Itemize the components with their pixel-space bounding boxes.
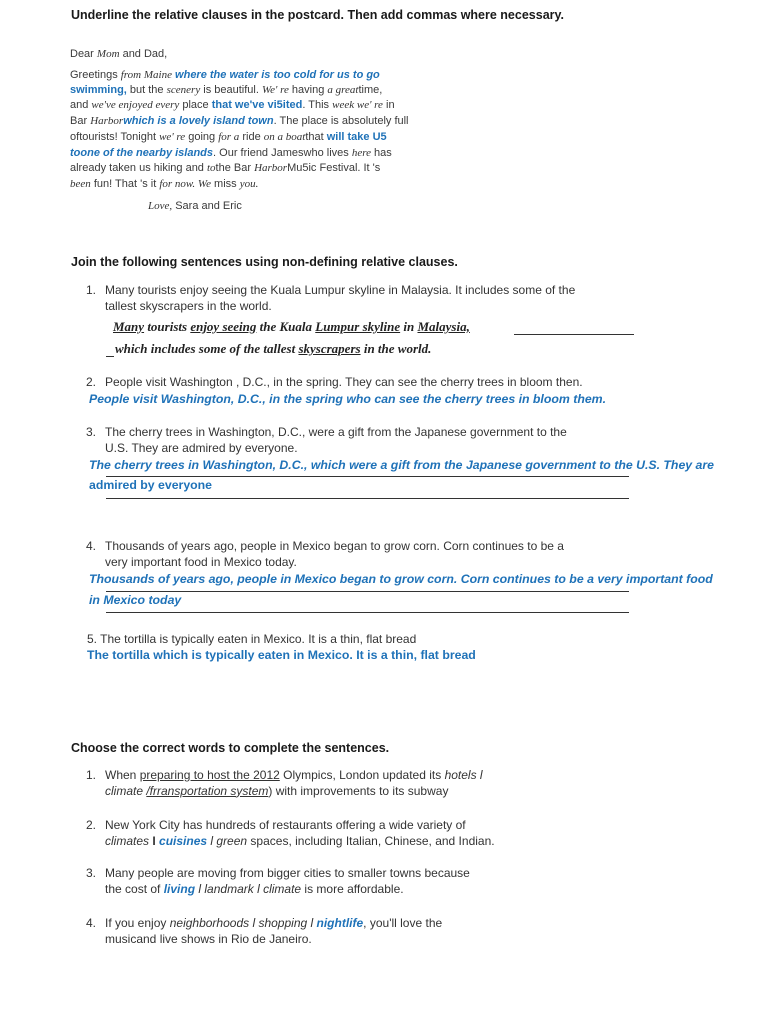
choice-question-1: 1. When preparing to host the 2012 Olympics, London updated its hotels l climate /frransportation system) with improvements to its subway — [86, 768, 483, 798]
question-1: 1. Many tourists enjoy seeing the Kuala Lumpur skyline in Malaysia. It includes some of the tallest skyscrapers in the world. — [86, 283, 576, 313]
answer-2: People visit Washington, D.C., in the spring who can see the cherry trees in bloom them. — [89, 392, 607, 406]
answer-4-line-2: in Mexico today — [89, 593, 182, 607]
question-5: 5. The tortilla is typically eaten in Mexico. It is a thin, flat bread — [87, 632, 417, 646]
choice-question-3: 3. Many people are moving from bigger cities to smaller towns because the cost of living l landmark l climate is more affordable. — [86, 866, 470, 896]
choice-question-2: 2. New York City has hundreds of restaurants offering a wide variety of climates I cuisines l green spaces, including Italian, Chinese, and Indian. — [86, 818, 495, 848]
answer-3-line-1: The cherry trees in Washington, D.C., which were a gift from the Japanese government to the U.S. They are — [89, 458, 715, 472]
postcard-line-7: already taken us hiking and tothe Bar HarborMu5ic Festival. It 's — [70, 162, 381, 174]
postcard-line-5: oftourists! Tonight we' re going for a ride on a boatthat will take U5 — [70, 131, 387, 143]
answer-5: The tortilla which is typically eaten in Mexico. It is a thin, flat bread — [87, 648, 476, 662]
answer-1-line-2: which includes some of the tallest skyscrapers in the world. — [115, 341, 432, 356]
postcard-line-3: and we've enjoyed every place that we've vi5ited. This week we' re in — [70, 99, 395, 111]
postcard-salutation: Dear Mom and Dad, — [70, 48, 168, 60]
answer-1-line-1: Many tourists enjoy seeing the Kuala Lumpur skyline in Malaysia, — [113, 319, 470, 334]
section3-heading: Choose the correct words to complete the sentences. — [71, 741, 390, 755]
postcard-line-8: been fun! That 's it for now. We miss you. — [70, 178, 259, 190]
answer-4-rule-2 — [106, 612, 629, 613]
section2-heading: Join the following sentences using non-defining relative clauses. — [71, 255, 458, 269]
answer-4-line-1: Thousands of years ago, people in Mexico began to grow corn. Corn continues to be a very important food — [89, 572, 713, 586]
question-3: 3. The cherry trees in Washington, D.C., were a gift from the Japanese government to the U.S. They are admired by everyone. — [86, 425, 567, 455]
answer-3-line-2: admired by everyone — [89, 478, 213, 492]
answer-1-rule-1 — [514, 334, 634, 335]
question-4: 4. Thousands of years ago, people in Mexico began to grow corn. Corn continues to be a very important food in Mexico today. — [86, 539, 564, 569]
answer-3-rule-2 — [106, 498, 629, 499]
postcard-signature: Love, Sara and Eric — [148, 200, 242, 212]
postcard-line-6: toone of the nearby islands. Our friend Jameswho lives here has — [70, 147, 392, 159]
choice-question-4: 4. If you enjoy neighborhoods l shopping l nightlife, you'll love the musicand live shows in Rio de Janeiro. — [86, 916, 443, 946]
question-2: 2. People visit Washington , D.C., in the spring. They can see the cherry trees in bloom then. — [86, 375, 583, 389]
answer-3-rule-1 — [106, 476, 629, 477]
postcard-line-2: swimming, but the scenery is beautiful. We' re having a greattime, — [70, 84, 383, 96]
postcard-line-1: Greetings from Maine where the water is too cold for us to go — [70, 69, 380, 81]
answer-1-rule-2 — [106, 356, 114, 357]
answer-4-rule-1 — [106, 591, 629, 592]
postcard-line-4: Bar Harborwhich is a lovely island town. The place is absolutely full — [70, 115, 409, 127]
section1-heading: Underline the relative clauses in the postcard. Then add commas where necessary. — [71, 8, 565, 22]
